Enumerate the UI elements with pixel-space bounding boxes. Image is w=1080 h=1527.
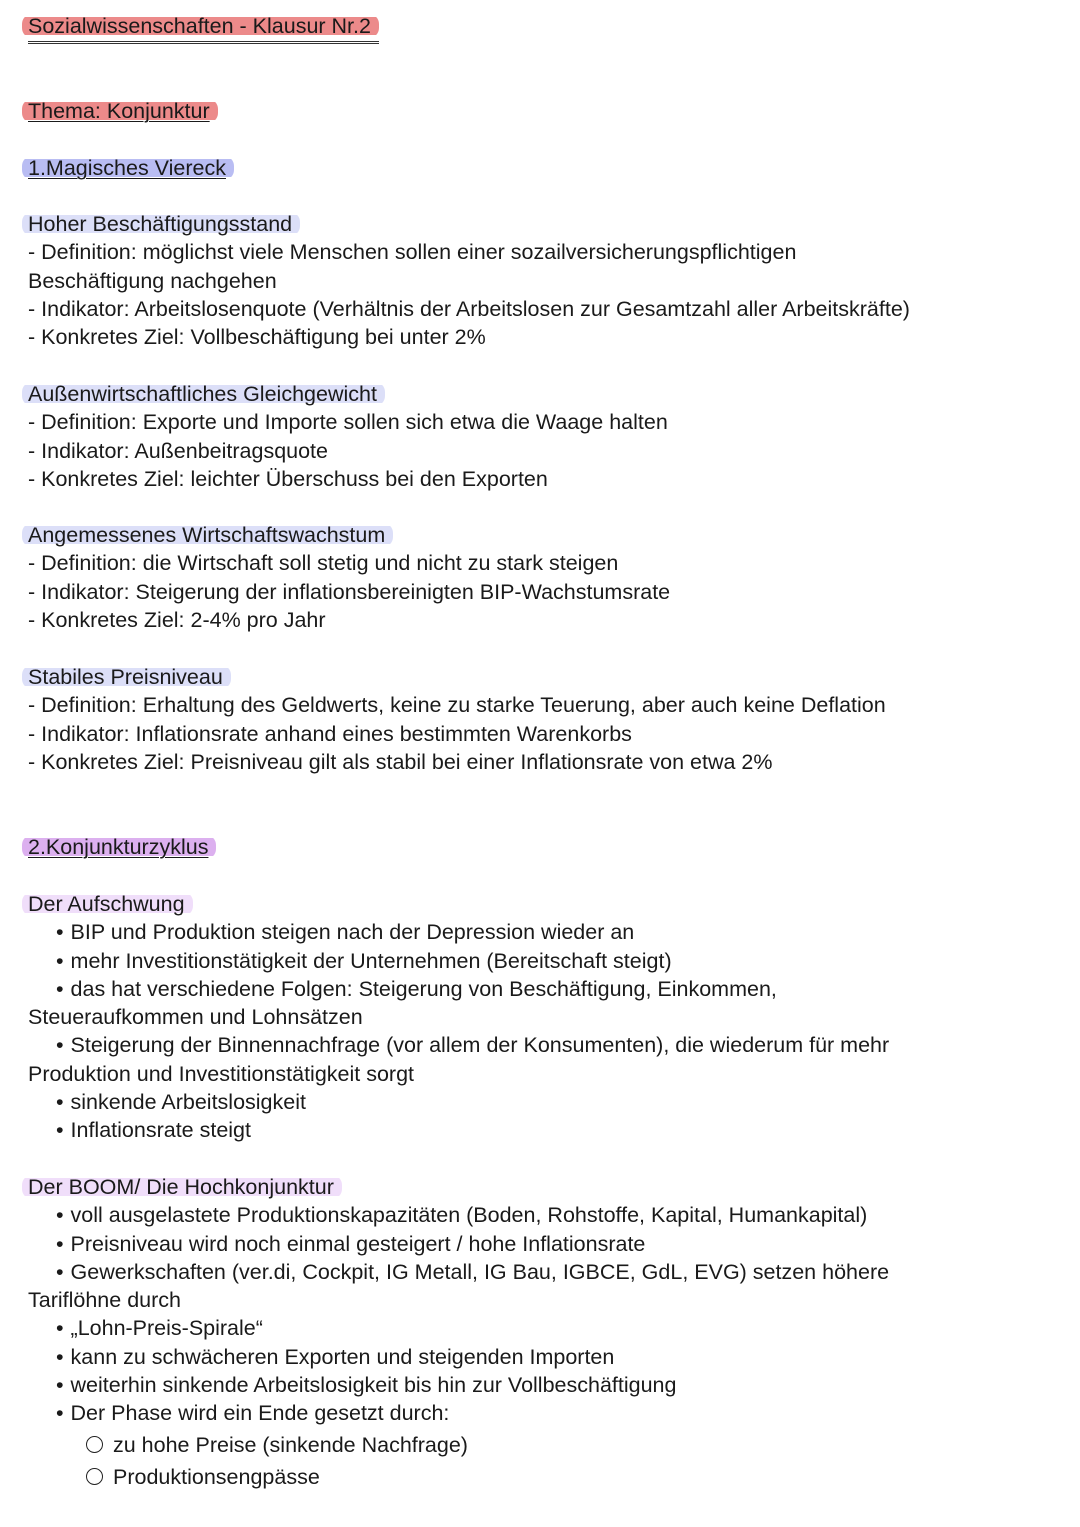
block-aufschwung <box>28 890 889 1145</box>
bullet-continuation: Steueraufkommen und Lohnsätzen <box>28 1005 363 1030</box>
bullet-item: • Preisniveau wird noch einmal gesteigert / hohe Inflationsrate <box>28 1230 889 1258</box>
block-boom <box>28 1173 889 1491</box>
block-title: Hoher Beschäftigungsstand <box>22 212 300 236</box>
bullet-item: • kann zu schwächeren Exporten und steigenden Importen <box>28 1343 889 1371</box>
bullet-item: • Steigerung der Binnennachfrage (vor allem der Konsumenten), die wiederum für mehr <box>28 1031 889 1059</box>
section1-heading: 1.Magisches Viereck <box>22 156 234 180</box>
block-line: - Definition: Erhaltung des Geldwerts, keine zu starke Teuerung, aber auch keine Deflation <box>28 693 886 718</box>
section2-heading: 2.Konjunkturzyklus <box>22 835 216 859</box>
bullet-item: • „Lohn-Preis-Spirale“ <box>28 1314 889 1342</box>
section1-heading-wrap <box>28 154 234 182</box>
block-title: Außenwirtschaftliches Gleichgewicht <box>22 382 385 406</box>
block-line: - Indikator: Außenbeitragsquote <box>28 438 328 463</box>
bullet-item: • Der Phase wird ein Ende gesetzt durch: <box>28 1399 889 1427</box>
bullet-item: • Inflationsrate steigt <box>28 1116 889 1144</box>
block-line: - Definition: Exporte und Importe sollen sich etwa die Waage halten <box>28 410 668 435</box>
topic-heading-wrap <box>28 97 218 125</box>
block-line: Beschäftigung nachgehen <box>28 268 277 293</box>
block-line: - Definition: möglichst viele Menschen sollen einer sozailversicherungspflichtigen <box>28 240 797 265</box>
block-preisniveau <box>28 663 886 776</box>
bullet-item: • sinkende Arbeitslosigkeit <box>28 1088 889 1116</box>
block-line: - Indikator: Inflationsrate anhand eines bestimmten Warenkorbs <box>28 721 632 746</box>
bullet-item: • weiterhin sinkende Arbeitslosigkeit bis hin zur Vollbeschäftigung <box>28 1371 889 1399</box>
block-title: Der BOOM/ Die Hochkonjunktur <box>22 1175 342 1199</box>
block-aussenwirtschaft <box>28 380 668 493</box>
sub-bullet-item: zu hohe Preise (sinkende Nachfrage) <box>28 1431 889 1459</box>
block-line: - Konkretes Ziel: leichter Überschuss bei den Exporten <box>28 466 548 491</box>
document-title-wrap <box>28 12 379 44</box>
sub-bullet-item: Produktionsengpässe <box>28 1463 889 1491</box>
document-title: Sozialwissenschaften - Klausur Nr.2 <box>22 14 379 38</box>
topic-heading: Thema: Konjunktur <box>22 99 218 123</box>
block-line: - Konkretes Ziel: Preisniveau gilt als stabil bei einer Inflationsrate von etwa 2% <box>28 749 773 774</box>
bullet-continuation: Tariflöhne durch <box>28 1288 181 1313</box>
bullet-continuation: Produktion und Investitionstätigkeit sorgt <box>28 1061 415 1086</box>
bullet-item: • Gewerkschaften (ver.di, Cockpit, IG Metall, IG Bau, IGBCE, GdL, EVG) setzen höhere <box>28 1258 889 1286</box>
block-title: Angemessenes Wirtschaftswachstum <box>22 523 393 547</box>
block-line: - Konkretes Ziel: 2-4% pro Jahr <box>28 607 326 632</box>
block-line: - Indikator: Arbeitslosenquote (Verhältnis der Arbeitslosen zur Gesamtzahl aller Arbeitskräfte) <box>28 296 910 321</box>
block-line: - Indikator: Steigerung der inflationsbereinigten BIP-Wachstumsrate <box>28 579 671 604</box>
section2-heading-wrap <box>28 833 216 861</box>
block-beschaeftigung <box>28 210 910 351</box>
bullet-item: • voll ausgelastete Produktionskapazitäten (Boden, Rohstoffe, Kapital, Humankapital) <box>28 1201 889 1229</box>
block-line: - Definition: die Wirtschaft soll stetig und nicht zu stark steigen <box>28 551 619 576</box>
block-line: - Konkretes Ziel: Vollbeschäftigung bei unter 2% <box>28 325 486 350</box>
bullet-item: • BIP und Produktion steigen nach der Depression wieder an <box>28 918 889 946</box>
bullet-item: • mehr Investitionstätigkeit der Unternehmen (Bereitschaft steigt) <box>28 947 889 975</box>
block-title: Stabiles Preisniveau <box>22 665 231 689</box>
bullet-item: • das hat verschiedene Folgen: Steigerung von Beschäftigung, Einkommen, <box>28 975 889 1003</box>
block-wachstum <box>28 521 670 634</box>
block-title: Der Aufschwung <box>22 892 193 916</box>
